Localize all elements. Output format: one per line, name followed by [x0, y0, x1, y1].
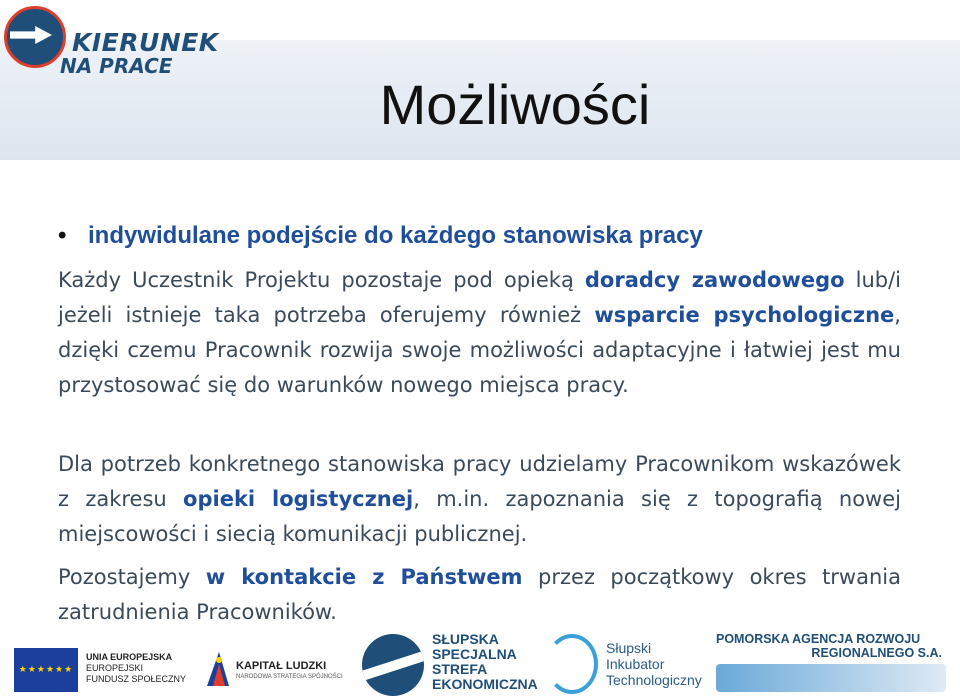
logo-text-line2: NA PRACE	[60, 54, 173, 78]
eu-stars-icon: ★★★★★★	[18, 665, 74, 675]
p1-text-3: , dzięki czemu Pracownik rozwija swoje możliwości adaptacyjne i łatwiej jest mu przystosować się do warunków nowego miejsca pracy.	[58, 303, 901, 397]
sit-name	[606, 640, 702, 688]
eu-line1: UNIA EUROPEJSKA	[86, 652, 173, 662]
p1-text-2: lub/i jeżeli istnieje taka potrzeba oferujemy również	[58, 268, 901, 327]
sse-line1: SŁUPSKA	[432, 631, 499, 647]
kapital-ludzki-title: KAPITAŁ LUDZKI	[236, 660, 327, 672]
paragraph-logistics	[58, 447, 901, 552]
paragraph-contact	[58, 560, 901, 630]
p3-text-2: przez początkowy okres trwania zatrudnienia Pracowników.	[58, 565, 901, 624]
eu-line2: EUROPEJSKI	[86, 663, 144, 673]
sse-line3: STREFA	[432, 661, 488, 677]
eu-caption	[86, 652, 196, 685]
p1-highlight-2: wsparcie psychologiczne	[594, 303, 895, 327]
p2-text-1: Dla potrzeb konkretnego stanowiska pracy udzielamy Pracownikom wskazówek z zakresu	[58, 452, 901, 511]
parr-line1: POMORSKA AGENCJA ROZWOJU	[716, 632, 921, 646]
p2-highlight-1: opieki logistycznej	[183, 487, 414, 511]
kapital-ludzki-icon	[205, 650, 231, 688]
p1-highlight-1: doradcy zawodowego	[584, 268, 845, 292]
page-title: Możliwości	[379, 73, 651, 136]
logo-text-line1: KIERUNEK	[72, 28, 219, 57]
bullet-text: indywidulane podejście do każdego stanowiska pracy	[88, 222, 703, 249]
bullet-item	[58, 222, 703, 250]
paragraph-support	[58, 263, 901, 403]
parr-logo-icon	[716, 664, 946, 692]
sse-wave-icon	[362, 648, 424, 682]
sit-line1: Słupski	[606, 640, 652, 656]
p1-text-1: Każdy Uczestnik Projektu pozostaje pod opieką	[58, 268, 585, 292]
footer-logos	[0, 628, 960, 697]
p3-text-1: Pozostajemy	[58, 565, 206, 589]
sse-line2: SPECJALNA	[432, 646, 517, 662]
sse-line4: EKONOMICZNA	[432, 676, 538, 692]
kierunek-na-prace-logo	[0, 0, 219, 80]
bullet-dot: •	[58, 222, 67, 249]
kapital-ludzki-sub: NARODOWA STRATEGIA SPÓJNOŚCI	[236, 674, 343, 680]
p3-highlight-1: w kontakcie z Państwem	[205, 565, 523, 589]
p2-text-2: , m.in. zapoznania się z topografią nowej miejscowości i siecią komunikacji publicznej.	[58, 487, 901, 546]
eu-flag-icon	[14, 648, 78, 692]
sit-line2: Inkubator	[606, 656, 665, 672]
sit-logo-icon	[546, 634, 598, 694]
eu-line3: FUNDUSZ SPOŁECZNY	[86, 674, 187, 684]
sse-name	[432, 632, 538, 692]
sse-logo-icon	[362, 634, 424, 696]
parr-name	[716, 632, 942, 660]
sit-line3: Technologiczny	[606, 672, 702, 688]
parr-line2: REGIONALNEGO S.A.	[811, 646, 942, 660]
